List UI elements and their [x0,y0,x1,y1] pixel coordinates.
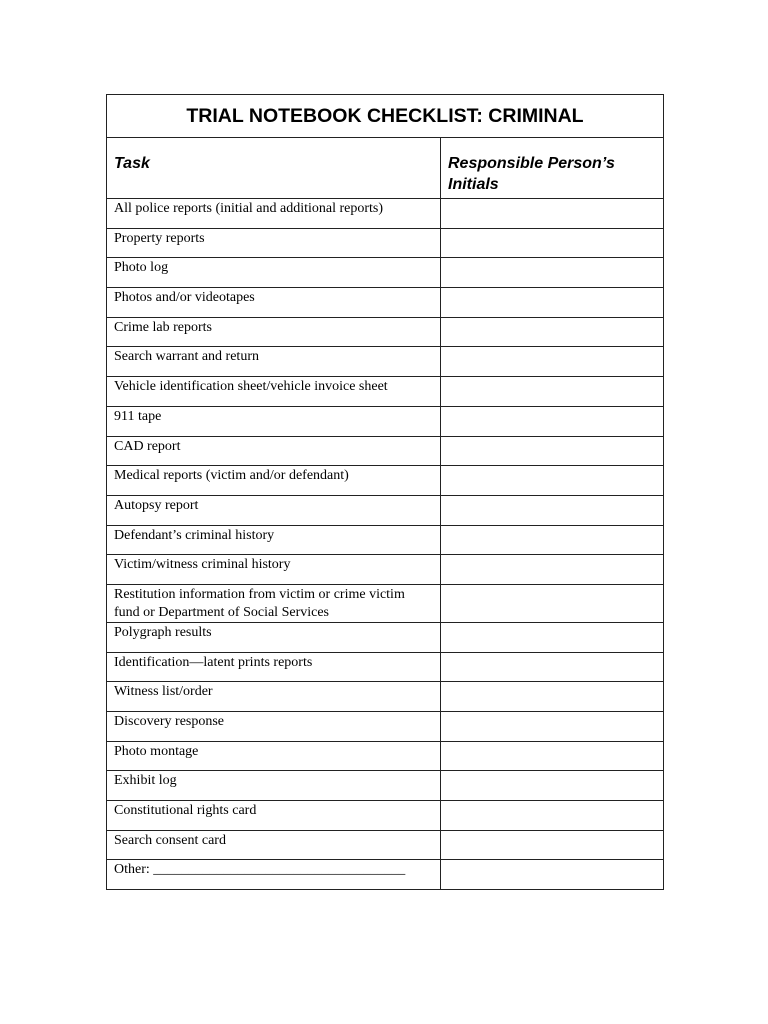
header-row [107,138,664,199]
table-row [107,495,664,525]
table-row [107,288,664,318]
table-row [107,860,664,890]
table-row [107,258,664,288]
title-row [107,95,664,138]
table-row [107,436,664,466]
task-cell: Exhibit log [107,771,441,801]
task-cell: Property reports [107,228,441,258]
task-cell: Witness list/order [107,682,441,712]
initials-cell[interactable] [441,682,664,712]
checklist-table [106,94,664,890]
table-row [107,682,664,712]
table-row [107,830,664,860]
task-cell: Vehicle identification sheet/vehicle invoice sheet [107,377,441,407]
initials-cell[interactable] [441,652,664,682]
task-cell: Constitutional rights card [107,801,441,831]
table-row [107,377,664,407]
table-row [107,801,664,831]
table-row [107,406,664,436]
initials-cell[interactable] [441,801,664,831]
table-row [107,771,664,801]
task-cell: Crime lab reports [107,317,441,347]
table-row [107,347,664,377]
table-row [107,652,664,682]
task-column-header: Task [107,138,441,199]
initials-cell[interactable] [441,377,664,407]
task-cell: Defendant’s criminal history [107,525,441,555]
initials-cell[interactable] [441,436,664,466]
table-row [107,228,664,258]
table-row [107,199,664,229]
task-cell: Discovery response [107,712,441,742]
table-row [107,741,664,771]
task-cell: Search consent card [107,830,441,860]
task-cell: Identification—latent prints reports [107,652,441,682]
task-cell: Medical reports (victim and/or defendant) [107,466,441,496]
table-row [107,466,664,496]
initials-cell[interactable] [441,228,664,258]
task-cell: Restitution information from victim or crime victim fund or Department of Social Services [107,584,441,622]
task-cell: Search warrant and return [107,347,441,377]
initials-cell[interactable] [441,317,664,347]
table-row [107,622,664,652]
initials-cell[interactable] [441,406,664,436]
task-cell: Photo log [107,258,441,288]
table-row [107,317,664,347]
table-row [107,584,664,622]
task-cell: Victim/witness criminal history [107,555,441,585]
initials-cell[interactable] [441,830,664,860]
table-row [107,555,664,585]
initials-cell[interactable] [441,741,664,771]
table-row [107,525,664,555]
initials-cell[interactable] [441,525,664,555]
initials-cell[interactable] [441,584,664,622]
document-title: TRIAL NOTEBOOK CHECKLIST: CRIMINAL [107,95,664,138]
task-cell: CAD report [107,436,441,466]
initials-cell[interactable] [441,288,664,318]
initials-cell[interactable] [441,199,664,229]
initials-column-header: Responsible Person’s Initials [441,138,664,199]
initials-cell[interactable] [441,258,664,288]
initials-cell[interactable] [441,860,664,890]
initials-cell[interactable] [441,712,664,742]
task-cell: Autopsy report [107,495,441,525]
initials-cell[interactable] [441,622,664,652]
task-cell: Photos and/or videotapes [107,288,441,318]
task-cell: Photo montage [107,741,441,771]
task-cell: Other: ____________________________________ [107,860,441,890]
task-cell: Polygraph results [107,622,441,652]
task-cell: All police reports (initial and additional reports) [107,199,441,229]
task-cell: 911 tape [107,406,441,436]
initials-cell[interactable] [441,555,664,585]
table-row [107,712,664,742]
initials-cell[interactable] [441,466,664,496]
initials-cell[interactable] [441,347,664,377]
initials-cell[interactable] [441,495,664,525]
initials-cell[interactable] [441,771,664,801]
